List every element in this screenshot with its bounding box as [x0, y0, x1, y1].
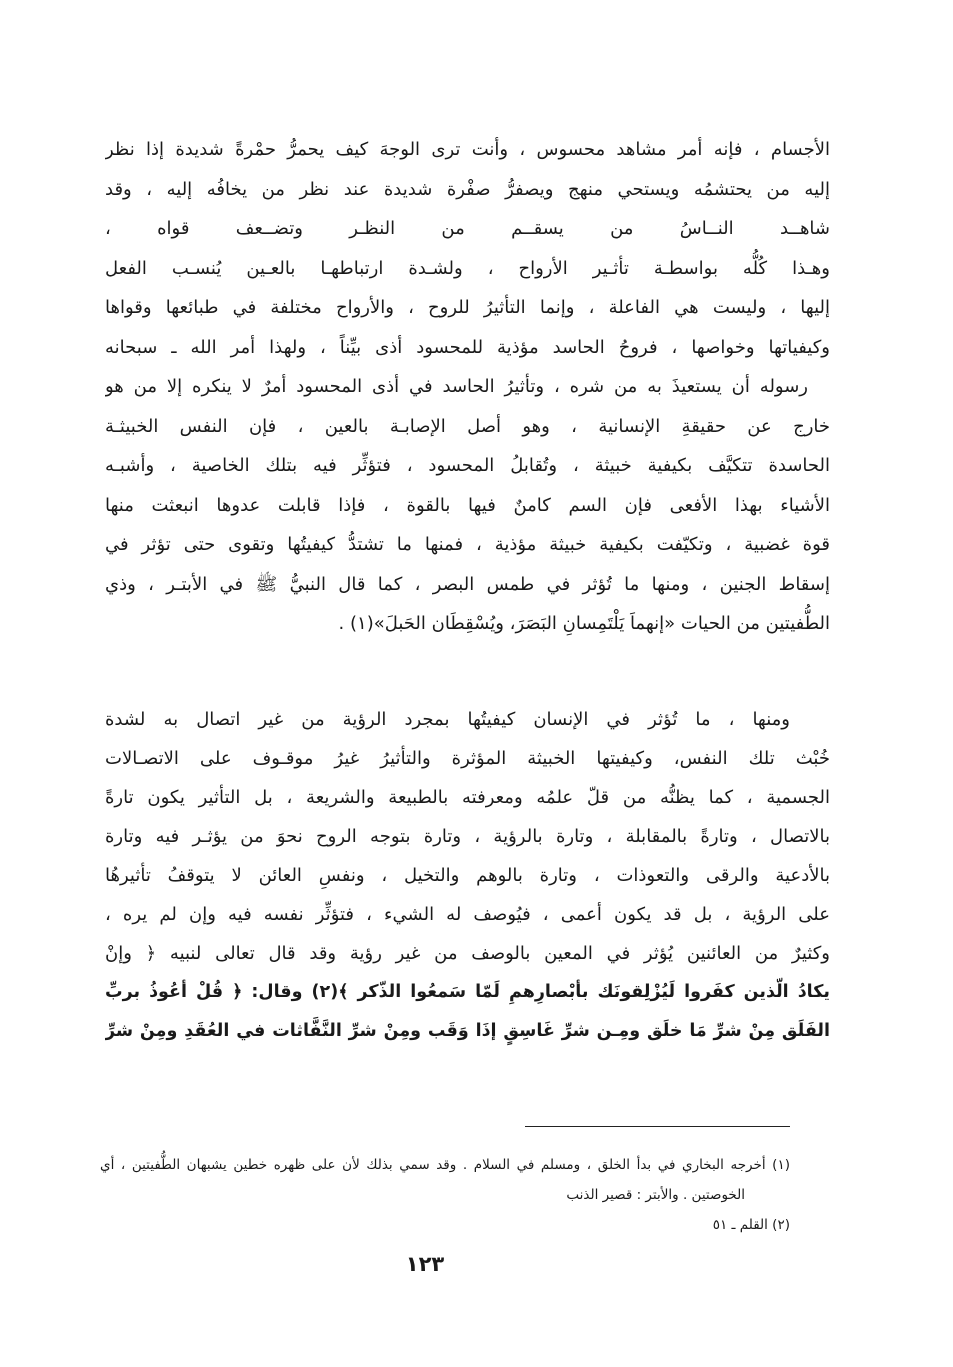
- paragraph-1-line-11: قوة غضبية ، وتكيّفت بكيفية خبيثة مؤذية ، فمنها ما تشتدُّ كيفيتُها وتقوى حتى تؤثر في: [105, 534, 830, 555]
- paragraph-2-line-6: على الرؤية ، بل قد يكون أعمى ، فيُوصف له الشيء ، فتؤثِّر نفسه فيه وإن لم يره ،: [105, 904, 830, 925]
- paragraph-1-line-10: الأشياء بهذا الأفعى فإن السم كامنٌ فيها بالقوة ، فإذا قابلت عدوها انبعثت منها: [105, 494, 830, 516]
- paragraph-2-line-4: بالاتصال ، وتارةً بالمقابلة ، وتارة بالرؤية ، وتارة بتوجه الروح نحوَ من يؤثـر فيه وتارة: [105, 826, 830, 847]
- paragraph-2-line-5: بالأدعية والرقى والتعوذات ، وتارة بالوهم والتخيل ، ونفسِ العائن لا يتوقفُ تأثيرهُا: [105, 865, 830, 886]
- paragraph-1-line-6: وكيفياتها وخواصها ، فروحُ الحاسد مؤذية للمحسود أذى بيِّناً ، ولهذا أمر الله ـ سبحانه: [105, 336, 830, 358]
- paragraph-1-line-5: إليها ، وليست هي الفاعلة ، وإنما التأثيرُ للروح ، والأرواح مختلفة في طبائعها وقواها: [105, 297, 830, 318]
- paragraph-1: [105, 130, 830, 644]
- footnotes: [100, 1150, 790, 1240]
- paragraph-1-line-13: الطُّفيتين من الحيات «إنهماَ يَلْتَمِسانِ البَصَرَ، ويُسْقِطَان الحَبلَ»(١) .: [338, 613, 830, 634]
- paragraph-2-line-2: خُبْث تلك النفس، وكيفيتها الخبيثة المؤثرة والتأثيرُ غيرُ موقـوف على الاتصـالات: [105, 748, 830, 769]
- paragraph-1-line-3: شاهــد النــاسُ من يسقــم من النظـر وتضــعف قواه ،: [105, 218, 830, 239]
- paragraph-1-line-9: الحاسدة تتكيَّف بكيفية خبيثة ، وتُقابلُ المحسود ، فتؤثِّر فيه بتلك الخاصية ، وأشبـه: [105, 455, 830, 476]
- paragraph-1-line-4: وهـذا كُلُّه بواسطـة تأثـير الأرواح ، ولشـدة ارتباطهـا بالعـين يُنسـب الفعل: [105, 257, 830, 279]
- paragraph-2-line-3: الجسمية ، كما يظنُّه من قلّ علمُه ومعرفته بالطبيعة والشريعة ، بل التأثير يكون تارةً: [105, 787, 830, 808]
- paragraph-1-line-12: إسقاط الجنين ، ومنها ما تُؤثر في طمس البصر ، كما قال النبيُّ ﷺ في الأبتـر ، وذي: [105, 573, 830, 595]
- footnote-separator: [525, 1126, 790, 1127]
- paragraph-2-line-9: الفَلَق مِنْ شرِّ مَا خلَق ومِـن شرِّ غَاسِقٍ إذَا وَقَب ومِنْ شرِّ النَّفَّاثات في العُقَدِ ومِنْ شرِّ: [105, 1021, 830, 1041]
- paragraph-1-line-7: رسوله أن يستعيذَ به من شره ، وتأثيرُ الحاسد في أذى المحسود أمرٌ لا ينكره إلا من هو: [105, 376, 808, 397]
- paragraph-2-line-1: ومنها ، ما تُؤثر في الإنسان كيفيتُها بمجرد الرؤية من غير اتصال به لشدة: [105, 709, 790, 730]
- paragraph-2-line-8: يكادُ الّذين كفَروا لَيُزْلِقونَك بأبْصارِهمِ لَمّا سَمعُوا الذّكر ﴾(٢) وقال: ﴿ قُلْ أعُوذُ بربِّ: [105, 982, 830, 1002]
- page-number: ١٢٣: [405, 1252, 445, 1276]
- footnote-1-line-2: الخوصتين . والأبتر : قصير الذنب: [566, 1187, 745, 1203]
- paragraph-1-line-2: إليه من يحتشمُه ويستحي منهج ويصفرُّ صفْرة شديدة عند نظر من يخافُه إليه ، وقد: [105, 178, 830, 200]
- footnote-2: (٢) القلم ـ ٥١: [712, 1217, 790, 1233]
- paragraph-2-line-7: وكثيرٌ من العائنين يُؤثر في المعين بالوصف من غير رؤية وقد قال تعالى لنبيه ﴿ وإنْ: [105, 943, 830, 964]
- paragraph-1-line-8: خارج عن حقيقةِ الإنسانية ، وهو أصل الإصابـة بالعين ، فإن النفس الخبيثـة: [105, 415, 830, 437]
- footnote-1-line-1: (١) أخرجه البخاري في بدأ الخلق ، ومسلم في السلام . وقد سمي بذلك لأن على ظهره خطين يشبهان الطُّفيتين ، أي: [100, 1157, 790, 1173]
- paragraph-1-line-1: الأجسام ، فإنه أمر مشاهد محسوس ، وأنت ترى الوجهَ كيف يحمرُّ حمْرةً شديدة إذا نظر: [105, 139, 830, 160]
- paragraph-2: [105, 700, 830, 1051]
